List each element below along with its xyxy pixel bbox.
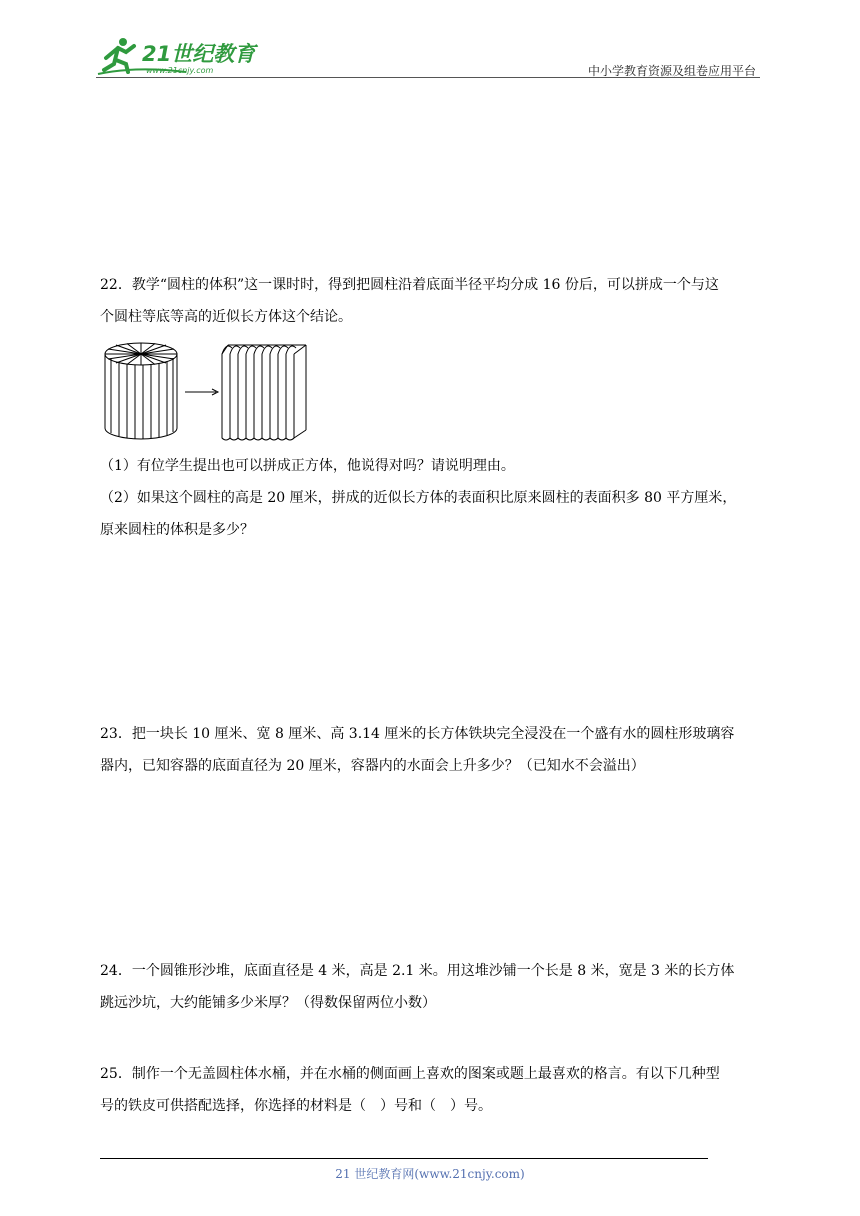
question-24-line1: 24．一个圆锥形沙堆，底面直径是 4 米，高是 2.1 米。用这堆沙铺一个长是 8 米，宽是 3 米的长方体 [100, 963, 735, 979]
question-25-line1: 25．制作一个无盖圆柱体水桶，并在水桶的侧面画上喜欢的图案或题上最喜欢的格言。有以下几种型 [100, 1066, 720, 1082]
question-25-line2: 号的铁皮可供搭配选择，你选择的材料是（ ）号和（ ）号。 [100, 1098, 492, 1114]
question-25 [100, 1058, 765, 1122]
cylinder-to-cuboid-figure [100, 338, 330, 446]
question-22-line1: 22．教学“圆柱的体积”这一课时时，得到把圆柱沿着底面半径平均分成 16 份后，可以拼成一个与这 [100, 277, 719, 293]
question-22-part2-line2: 原来圆柱的体积是多少？ [100, 522, 254, 538]
header-divider [96, 77, 760, 78]
footer-divider [100, 1158, 708, 1159]
logo [96, 34, 266, 78]
page-header [96, 34, 760, 78]
svg-text:21世纪教育: 21世纪教育 [142, 42, 256, 66]
question-22-line2: 个圆柱等底等高的近似长方体这个结论。 [100, 309, 352, 325]
question-24 [100, 955, 765, 1019]
question-23-line2: 器内，已知容器的底面直径为 20 厘米，容器内的水面会上升多少？（已知水不会溢出） [100, 758, 645, 774]
question-22-part1: （1）有位学生提出也可以拼成正方体，他说得对吗？请说明理由。 [100, 458, 515, 474]
platform-label: 中小学教育资源及组卷应用平台 [587, 64, 756, 78]
question-22-stem [100, 269, 765, 333]
question-23 [100, 718, 765, 782]
svg-text:www.21cnjy.com: www.21cnjy.com [146, 66, 214, 75]
question-22-subparts [100, 450, 765, 546]
footer-link[interactable]: 21 世纪教育网(www.21cnjy.com) [335, 1167, 525, 1181]
question-24-line2: 跳远沙坑，大约能铺多少米厚？（得数保留两位小数） [100, 995, 436, 1011]
question-23-line1: 23．把一块长 10 厘米、宽 8 厘米、高 3.14 厘米的长方体铁块完全浸没在一个盛有水的圆柱形玻璃容 [100, 726, 735, 742]
question-22-part2-line1: （2）如果这个圆柱的高是 20 厘米，拼成的近似长方体的表面积比原来圆柱的表面积多 80 平方厘米， [100, 490, 737, 506]
